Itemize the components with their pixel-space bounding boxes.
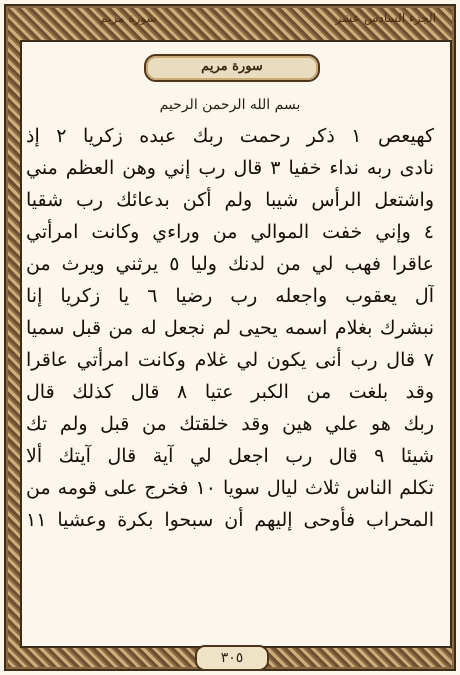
page-header bbox=[6, 5, 454, 33]
verse-line: نادى ربه نداء خفيا ٣ قال رب إني وهن العظم مني bbox=[26, 157, 434, 179]
basmala: بسم الله الرحمن الرحيم bbox=[159, 97, 301, 113]
surah-label: سورة مريم bbox=[100, 11, 157, 25]
verse-line: شيئا ٩ قال رب اجعل لي آية قال آيتك ألا bbox=[26, 445, 434, 467]
page-number: ٣٠٥ bbox=[195, 645, 269, 671]
verse-line: ٧ قال رب أنى يكون لي غلام وكانت امرأتي عاقرا bbox=[26, 349, 434, 371]
verse-line: واشتعل الرأس شيبا ولم أكن بدعائك رب شقيا bbox=[26, 189, 434, 211]
juz-label: الجزء السادس عشر bbox=[335, 11, 436, 25]
verse-line: وقد بلغت من الكبر عتيا ٨ قال كذلك قال bbox=[26, 381, 434, 403]
verse-line: تكلم الناس ثلاث ليال سويا ١٠ فخرج على قومه من bbox=[26, 477, 434, 499]
surah-title: سورة مريم bbox=[201, 59, 263, 74]
verse-line: المحراب فأوحى إليهم أن سبحوا بكرة وعشيا ١١ bbox=[26, 509, 434, 531]
verse-line: ٤ وإني خفت الموالي من وراءي وكانت امرأتي bbox=[26, 221, 434, 243]
surah-title-plate bbox=[144, 54, 320, 82]
verse-line: كهيعص ١ ذكر رحمت ربك عبده زكريا ٢ إذ bbox=[26, 125, 434, 147]
verse-line: ربك هو علي هين وقد خلقتك من قبل ولم تك bbox=[26, 413, 434, 435]
verse-line: آل يعقوب واجعله رب رضيا ٦ يا زكريا إنا bbox=[26, 285, 434, 307]
verse-line: نبشرك بغلام اسمه يحيى لم نجعل له من قبل سميا bbox=[26, 317, 434, 339]
verse-line: عاقرا فهب لي من لدنك وليا ٥ يرثني ويرث من bbox=[26, 253, 434, 275]
